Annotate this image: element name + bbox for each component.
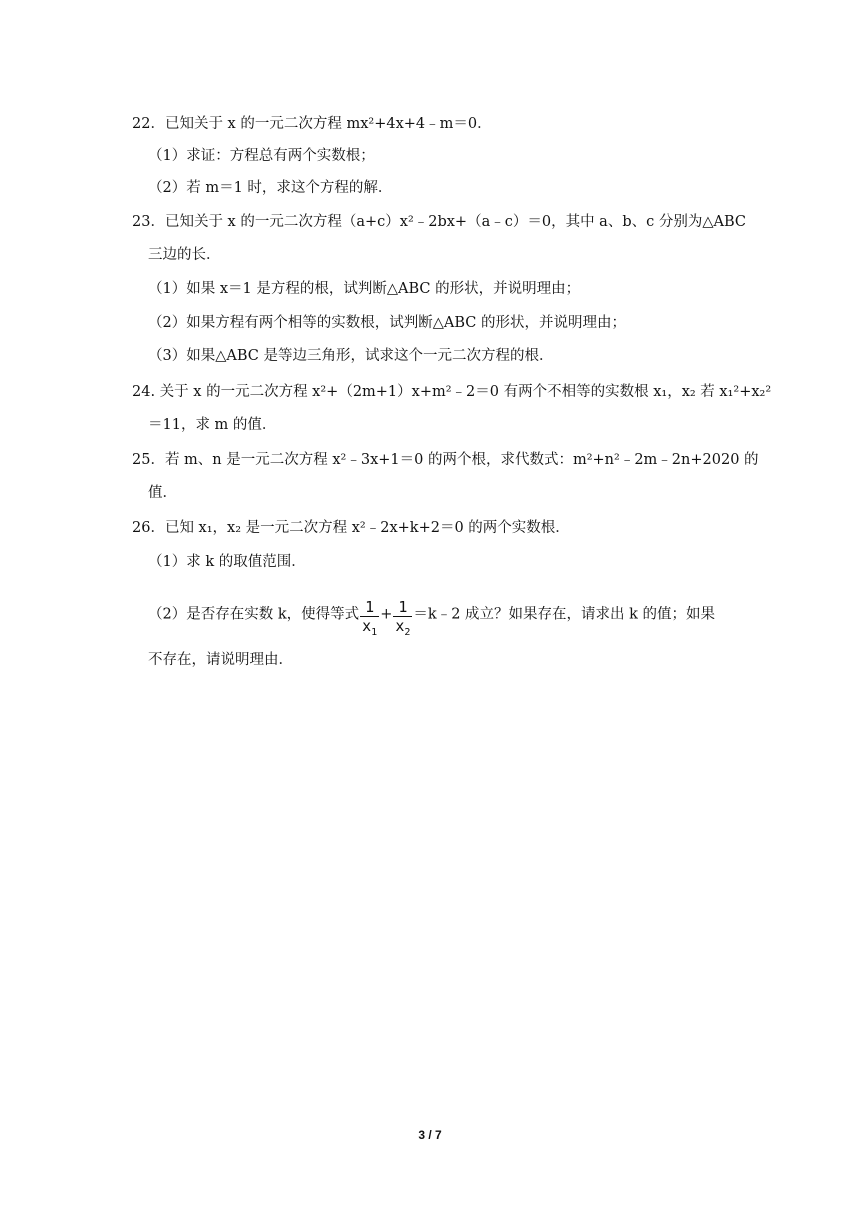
q26-part2-prefix: （2）是否存在实数 k，使得等式	[148, 606, 360, 623]
q23-stem-line1: 23．已知关于 x 的一元二次方程（a+c）x²﹣2bx+（a﹣c）＝0，其中 a、b、c 分别为△ABC	[132, 214, 746, 230]
q23-part2: （2）如果方程有两个相等的实数根，试判断△ABC 的形状，并说明理由；	[148, 315, 626, 331]
q22-stem: 22．已知关于 x 的一元二次方程 mx²+4x+4﹣m＝0．	[132, 116, 492, 132]
q23-stem-line2: 三边的长．	[148, 247, 221, 263]
q22-part1: （1）求证：方程总有两个实数根；	[148, 148, 375, 164]
fraction-1-over-x1	[360, 598, 379, 638]
q26-stem: 26．已知 x₁，x₂ 是一元二次方程 x²﹣2x+k+2＝0 的两个实数根．	[132, 520, 570, 536]
q23-part1: （1）如果 x＝1 是方程的根，试判断△ABC 的形状，并说明理由；	[148, 281, 581, 297]
q22-part2: （2）若 m＝1 时，求这个方程的解．	[148, 180, 393, 196]
plus-sign: +	[380, 606, 393, 623]
fraction-numerator: 1	[360, 598, 379, 617]
fraction-numerator: 1	[393, 598, 412, 617]
fraction-denominator: $x_1$	[362, 617, 378, 638]
q25-stem-line1: 25．若 m、n 是一元二次方程 x²﹣3x+1＝0 的两个根，求代数式：m²+n²﹣2m﹣2n+2020 的	[132, 452, 759, 468]
fraction-denominator: $x_2$	[395, 617, 411, 638]
q23-part3: （3）如果△ABC 是等边三角形，试求这个一元二次方程的根．	[148, 348, 554, 364]
q26-part1: （1）求 k 的取值范围．	[148, 554, 306, 570]
fraction-1-over-x2	[393, 598, 412, 638]
q26-part2-suffix: ＝k﹣2 成立？如果存在，请求出 k 的值；如果	[413, 606, 716, 623]
page-number: 3 / 7	[418, 1128, 442, 1142]
q24-stem-line1: 24. 关于 x 的一元二次方程 x²+（2m+1）x+m²﹣2＝0 有两个不相等的实数根 x₁，x₂ 若 x₁²+x₂²	[132, 384, 772, 400]
q26-part2	[148, 596, 716, 638]
q26-part2-line2: 不存在，请说明理由．	[148, 652, 293, 668]
q24-stem-line2: ＝11，求 m 的值．	[148, 417, 277, 433]
q25-stem-line2: 值．	[148, 485, 177, 501]
